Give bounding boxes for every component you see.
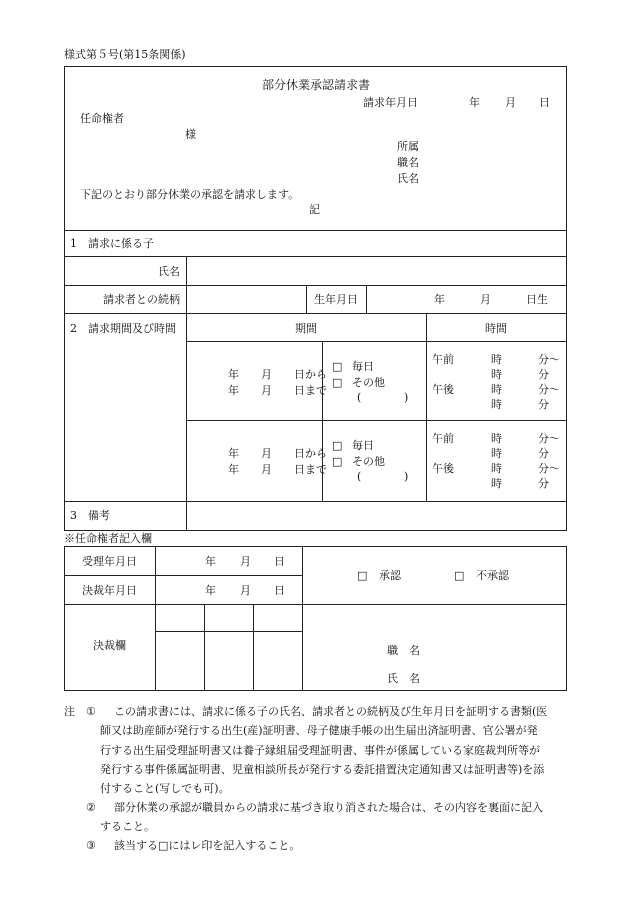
note2-line: すること。 bbox=[100, 820, 155, 833]
birth-year: 年 bbox=[434, 293, 445, 306]
note2-mark: ② bbox=[86, 801, 96, 814]
section1-label: 1 請求に係る子 bbox=[70, 237, 154, 250]
other-label: その他 bbox=[352, 455, 385, 468]
request-date-year: 年 bbox=[469, 96, 480, 109]
disapprove-label: 不承認 bbox=[476, 569, 509, 582]
approve-label: 承認 bbox=[379, 569, 401, 582]
pm-end-hour: 時 bbox=[491, 477, 502, 490]
am-start-minute: 分～ bbox=[538, 353, 560, 366]
checkbox-approve[interactable]: □ bbox=[357, 569, 368, 582]
am-end-minute: 分 bbox=[538, 447, 549, 460]
pm-start-minute: 分～ bbox=[538, 462, 560, 475]
appointer-label: 任命権者 bbox=[80, 112, 124, 125]
decision-year: 年 bbox=[205, 584, 216, 597]
requester-name-label: 氏名 bbox=[397, 172, 419, 185]
request-statement: 下記のとおり部分休業の承認を請求します。 bbox=[80, 188, 300, 201]
checkbox-every-day[interactable]: □ bbox=[332, 360, 343, 373]
period-header: 期間 bbox=[295, 322, 317, 335]
other-label: その他 bbox=[352, 376, 385, 389]
every-day-label: 毎日 bbox=[352, 439, 374, 452]
period-from: 年 月 日から bbox=[228, 447, 327, 460]
am-end-minute: 分 bbox=[538, 368, 549, 381]
am-start-minute: 分～ bbox=[538, 432, 560, 445]
paren-open: ( bbox=[357, 470, 362, 483]
child-name-label: 氏名 bbox=[158, 265, 180, 278]
section2-label: 2 請求期間及び時間 bbox=[70, 322, 176, 335]
form-number: 様式第５号(第15条関係) bbox=[64, 48, 186, 61]
request-date-month: 月 bbox=[505, 96, 516, 109]
every-day-label: 毎日 bbox=[352, 360, 374, 373]
checkbox-disapprove[interactable]: □ bbox=[454, 569, 465, 582]
pm-end-minute: 分 bbox=[538, 398, 549, 411]
pm-end-hour: 時 bbox=[491, 398, 502, 411]
notes-prefix: 注 bbox=[64, 705, 75, 718]
birth-date-label: 生年月日 bbox=[314, 293, 358, 306]
checkbox-other[interactable]: □ bbox=[332, 376, 343, 389]
approver-name-label: 氏 名 bbox=[387, 672, 420, 685]
note1-line: 行する出生届受理証明書又は養子縁組届受理証明書、事件が係属している家庭裁判所等が bbox=[100, 744, 540, 757]
am-end-hour: 時 bbox=[491, 368, 502, 381]
note1-line: この請求書には、請求に係る子の氏名、請求者との続柄及び生年月日を証明する書類(医 bbox=[114, 705, 548, 718]
ki-mark: 記 bbox=[309, 203, 320, 216]
paren-close: ) bbox=[404, 470, 409, 483]
document-title: 部分休業承認請求書 bbox=[262, 78, 371, 92]
appointer-sama: 様 bbox=[185, 128, 196, 141]
received-month: 月 bbox=[240, 555, 251, 568]
pm-start-hour: 時 bbox=[491, 462, 502, 475]
decision-box-label: 決裁欄 bbox=[93, 639, 126, 652]
pm-label: 午後 bbox=[432, 383, 454, 396]
paren-open: ( bbox=[357, 391, 362, 404]
appointer-section-title: ※任命権者記入欄 bbox=[64, 532, 152, 545]
pm-end-minute: 分 bbox=[538, 477, 549, 490]
request-date-label: 請求年月日 bbox=[363, 96, 418, 109]
pm-start-minute: 分～ bbox=[538, 383, 560, 396]
received-year: 年 bbox=[205, 555, 216, 568]
note1-line: 発行する事件係属証明書、児童相談所長が発行する委託措置決定通知書又は証明書等)を添 bbox=[100, 763, 545, 776]
period-to: 年 月 日まで bbox=[228, 463, 327, 476]
decision-month: 月 bbox=[240, 584, 251, 597]
time-header: 時間 bbox=[485, 322, 507, 335]
decision-date-label: 決裁年月日 bbox=[82, 584, 137, 597]
note1-line: 付すること(写しでも可)。 bbox=[100, 782, 230, 795]
note1-line: 師又は助産師が発行する出生(産)証明書、母子健康手帳の出生届出済証明書、官公署が発 bbox=[100, 724, 538, 737]
request-date-day: 日 bbox=[539, 96, 550, 109]
am-start-hour: 時 bbox=[491, 353, 502, 366]
received-day: 日 bbox=[274, 555, 285, 568]
checkbox-other[interactable]: □ bbox=[332, 455, 343, 468]
am-end-hour: 時 bbox=[491, 447, 502, 460]
note1-mark: ① bbox=[86, 705, 96, 718]
relation-label: 請求者との続柄 bbox=[103, 293, 180, 306]
period-to: 年 月 日まで bbox=[228, 384, 327, 397]
position-label: 職名 bbox=[397, 156, 419, 169]
am-label: 午前 bbox=[432, 353, 454, 366]
birth-day: 日生 bbox=[526, 293, 548, 306]
pm-start-hour: 時 bbox=[491, 383, 502, 396]
received-date-label: 受理年月日 bbox=[82, 555, 137, 568]
decision-day: 日 bbox=[274, 584, 285, 597]
note2-line: 部分休業の承認が職員からの請求に基づき取り消された場合は、その内容を裏面に記入 bbox=[114, 801, 543, 814]
birth-month: 月 bbox=[480, 293, 491, 306]
note3-line: 該当する□にはレ印を記入すること。 bbox=[114, 839, 301, 852]
period-from: 年 月 日から bbox=[228, 368, 327, 381]
approver-position-label: 職 名 bbox=[387, 644, 420, 657]
am-label: 午前 bbox=[432, 432, 454, 445]
checkbox-every-day[interactable]: □ bbox=[332, 439, 343, 452]
affiliation-label: 所属 bbox=[397, 140, 419, 153]
paren-close: ) bbox=[404, 391, 409, 404]
am-start-hour: 時 bbox=[491, 432, 502, 445]
pm-label: 午後 bbox=[432, 462, 454, 475]
note3-mark: ③ bbox=[86, 839, 96, 852]
section3-label: 3 備考 bbox=[70, 509, 110, 522]
